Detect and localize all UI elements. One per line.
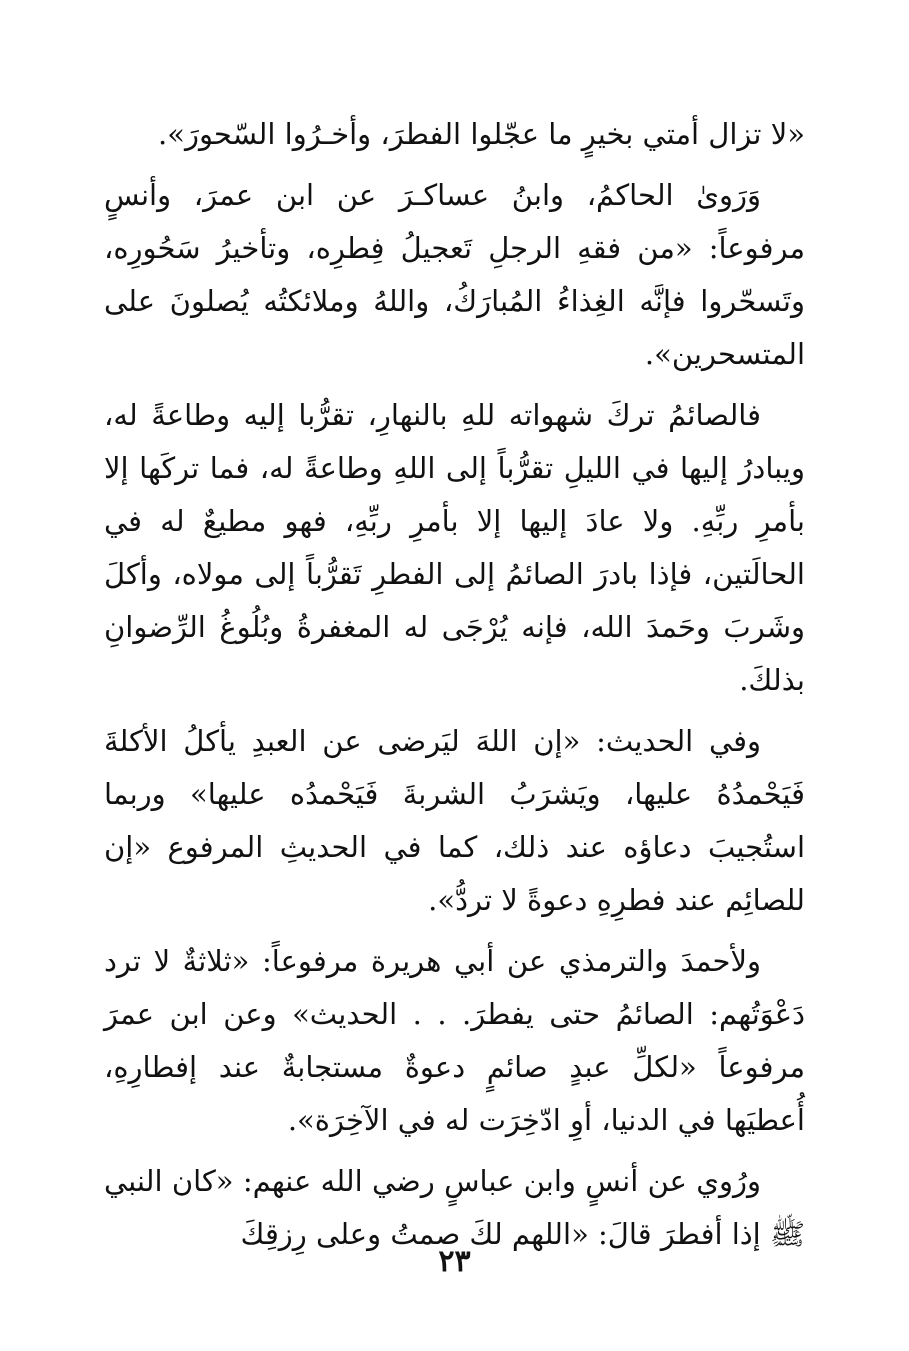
paragraph-hadith-continuation: «لا تزال أمتي بخيرٍ ما عجّلوا الفطرَ، وأخـرُوا السّحورَ». <box>157 117 805 151</box>
paragraph-ahmad-tirmidhi: ولأحمدَ والترمذي عن أبي هريرة مرفوعاً: «ثلاثةٌ لا ترد دَعْوَتُهم: الصائمُ حتى يفطرَ. . . الحديث» وعن ابن عمرَ مرفوعاً «لكلِّ عبدٍ صائمٍ دعوةٌ مستجابةٌ عند إفطارِهِ، أُعطيَها في الدنيا، أوِ ادّخِرَت له في الآخِرَة». <box>104 944 805 1137</box>
paragraph-hakim-narration: وَرَوىٰ الحاكمُ، وابنُ عساكـرَ عن ابن عمرَ، وأنسٍ مرفوعاً: «من فقهِ الرجلِ تَعجيلُ فِطرِه، وتأخيرُ سَحُورِه، وتَسحّروا فإنَّه الغِذاءُ المُبارَكُ، واللهُ وملائكتُه يُصلونَ على المتسحرين». <box>104 178 805 371</box>
paragraph-fasting-obedience: فالصائمُ تركَ شهواته للهِ بالنهارِ، تقرُّبا إليه وطاعةً له، ويبادرُ إليها في الليلِ تقرُّباً إلى اللهِ وطاعةً له، فما تركَها إلا بأمرِ ربِّهِ. ولا عادَ إليها إلا بأمرِ ربِّهِ، فهو مطيعٌ له في الحالَتين، فإذا بادرَ الصائمُ إلى الفطرِ تَقرُّباً إلى مولاه، وأكلَ وشَربَ وحَمدَ الله، فإنه يُرْجَى له المغفرةُ وبُلُوغُ الرِّضوانِ بذلكَ. <box>104 398 805 697</box>
page-number: ٢٣ <box>438 1244 471 1279</box>
page-body <box>104 108 805 1261</box>
paragraph-anas-ibn-abbas: ورُوي عن أنسٍ وابن عباسٍ رضي الله عنهم: «كان النبي ﷺ إذا أفطرَ قالَ: «اللهم لكَ صمتُ وعلى رِزقِكَ <box>104 1164 805 1251</box>
paragraph-praise-hadith: وفي الحديث: «إن اللهَ ليَرضى عن العبدِ يأكلُ الأكلةَ فَيَحْمدُهُ عليها، ويَشرَبُ الشربةَ فَيَحْمدُه عليها» وربما استُجيبَ دعاؤه عند ذلك، كما في الحديثِ المرفوع «إن للصائِم عند فطرِهِ دعوةً لا تردُّ». <box>104 724 805 917</box>
